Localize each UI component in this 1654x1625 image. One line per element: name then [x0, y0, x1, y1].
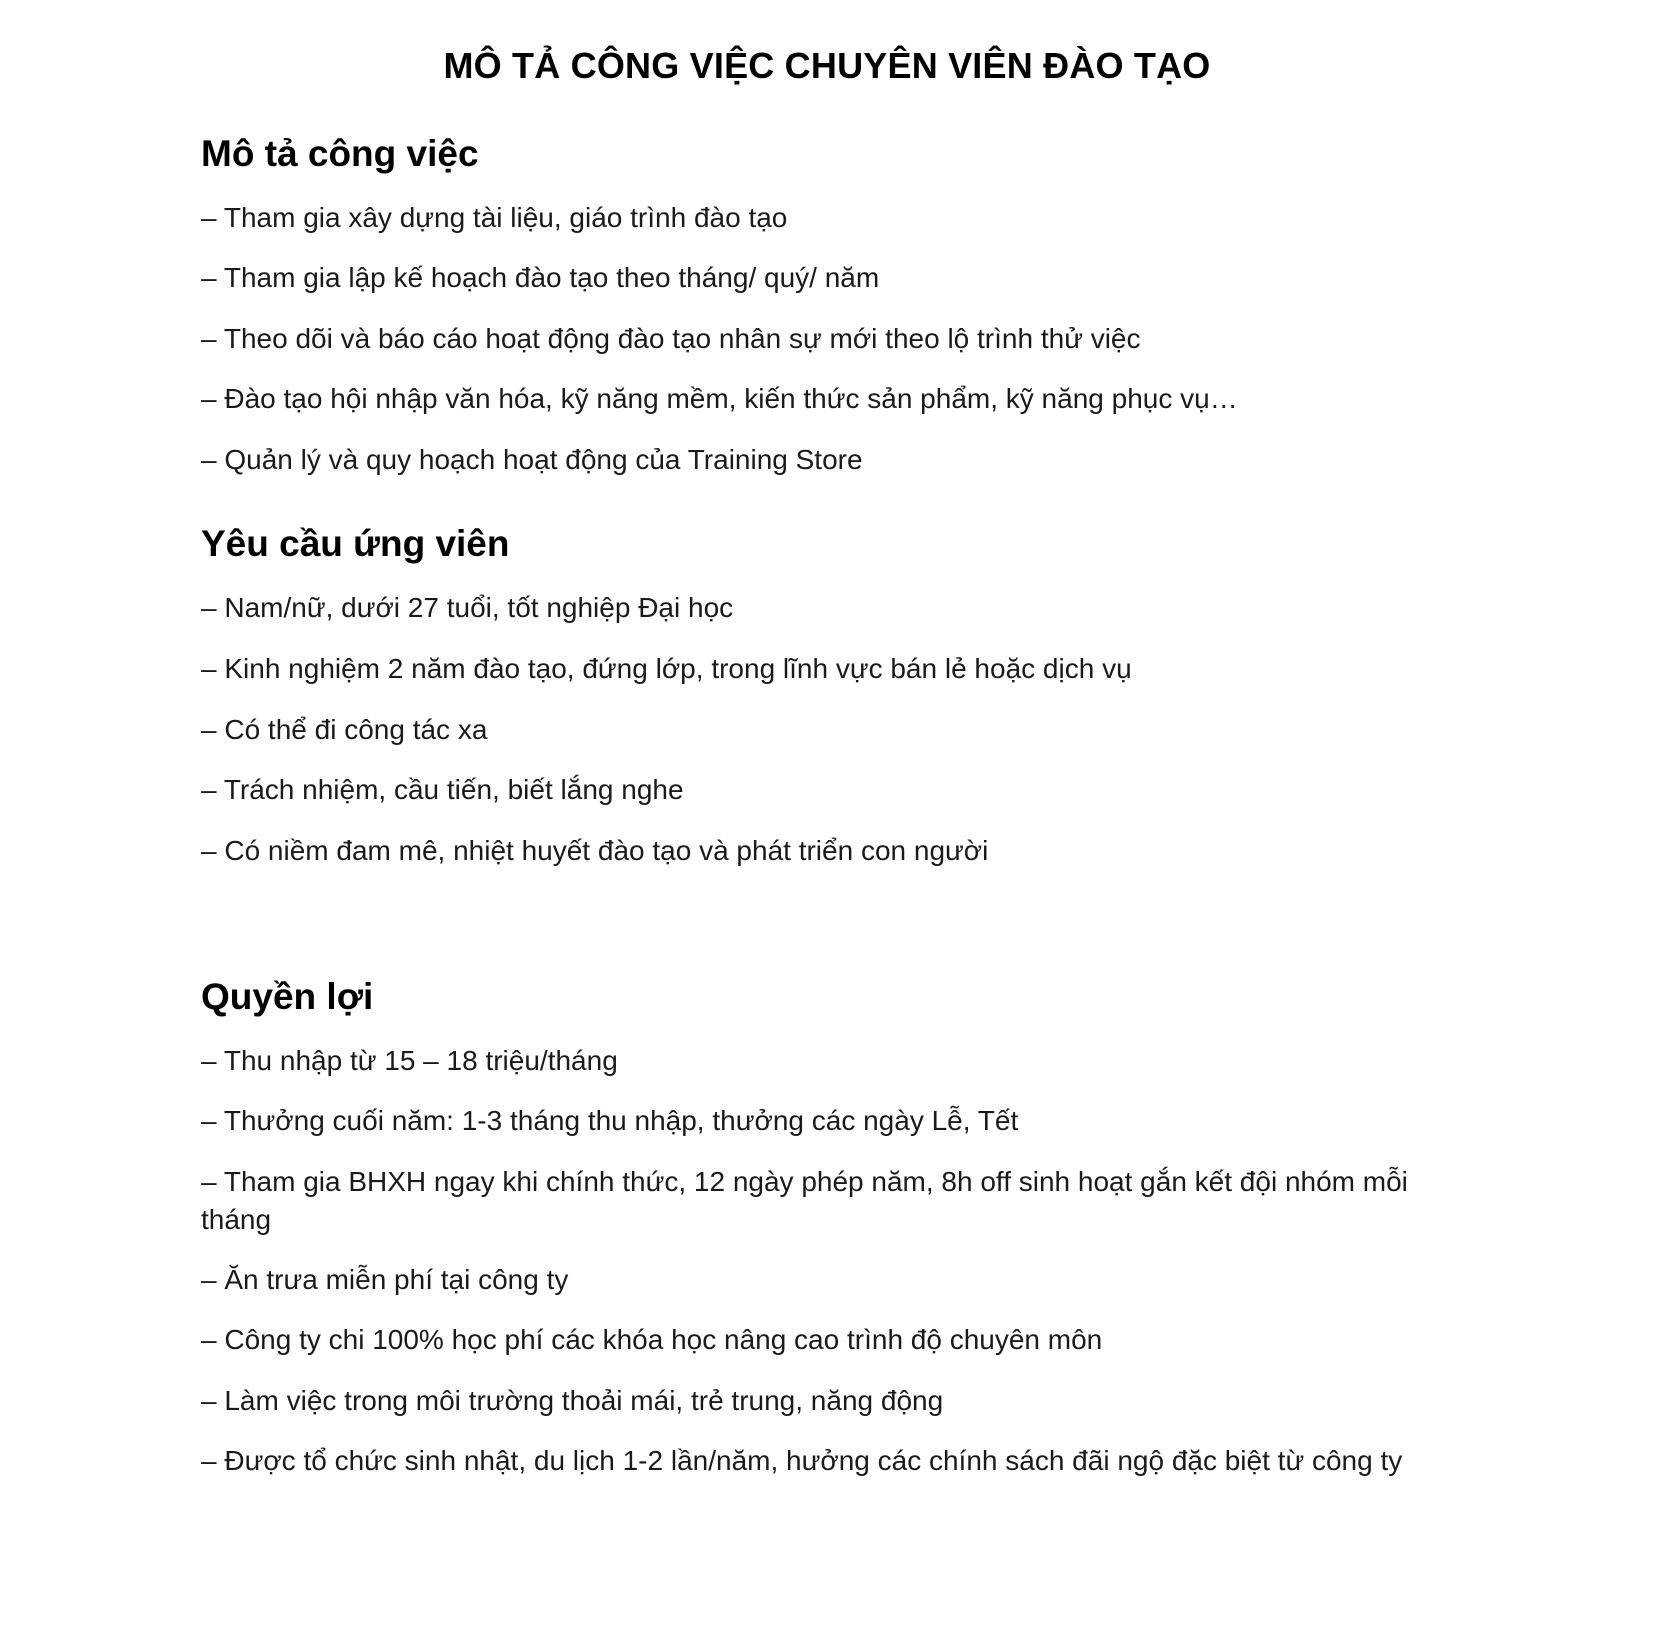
- list-item: – Trách nhiệm, cầu tiến, biết lắng nghe: [201, 774, 684, 805]
- list-item: – Có thể đi công tác xa: [201, 714, 488, 745]
- list-item: – Tham gia xây dựng tài liệu, giáo trình đào tạo: [201, 202, 788, 233]
- section-heading-requirements: Yêu cầu ứng viên: [201, 523, 510, 564]
- list-item: – Công ty chi 100% học phí các khóa học nâng cao trình độ chuyên môn: [201, 1324, 1103, 1355]
- list-item: – Có niềm đam mê, nhiệt huyết đào tạo và phát triển con người: [201, 835, 989, 866]
- list-item: – Thu nhập từ 15 – 18 triệu/tháng: [201, 1045, 618, 1076]
- section-heading-job-description: Mô tả công việc: [201, 133, 479, 174]
- list-item: – Tham gia BHXH ngay khi chính thức, 12 ngày phép năm, 8h off sinh hoạt gắn kết đội nhóm mỗi tháng: [201, 1166, 1408, 1235]
- section-heading-benefits: Quyền lợi: [201, 976, 374, 1017]
- list-item: – Nam/nữ, dưới 27 tuổi, tốt nghiệp Đại học: [201, 592, 734, 623]
- list-item: – Làm việc trong môi trường thoải mái, trẻ trung, năng động: [201, 1385, 944, 1416]
- document-title: MÔ TẢ CÔNG VIỆC CHUYÊN VIÊN ĐÀO TẠO: [443, 45, 1211, 86]
- list-item: – Ăn trưa miễn phí tại công ty: [201, 1264, 569, 1295]
- list-item: – Đào tạo hội nhập văn hóa, kỹ năng mềm, kiến thức sản phẩm, kỹ năng phục vụ…: [201, 383, 1238, 414]
- list-item: – Kinh nghiệm 2 năm đào tạo, đứng lớp, trong lĩnh vực bán lẻ hoặc dịch vụ: [201, 653, 1132, 684]
- list-item: – Được tổ chức sinh nhật, du lịch 1-2 lần/năm, hưởng các chính sách đãi ngộ đặc biệt từ công ty: [201, 1445, 1403, 1476]
- list-item: – Quản lý và quy hoạch hoạt động của Training Store: [201, 444, 863, 475]
- list-item: – Theo dõi và báo cáo hoạt động đào tạo nhân sự mới theo lộ trình thử việc: [201, 323, 1141, 354]
- list-item: – Tham gia lập kế hoạch đào tạo theo tháng/ quý/ năm: [201, 262, 880, 293]
- list-item: – Thưởng cuối năm: 1-3 tháng thu nhập, thưởng các ngày Lễ, Tết: [201, 1105, 1019, 1136]
